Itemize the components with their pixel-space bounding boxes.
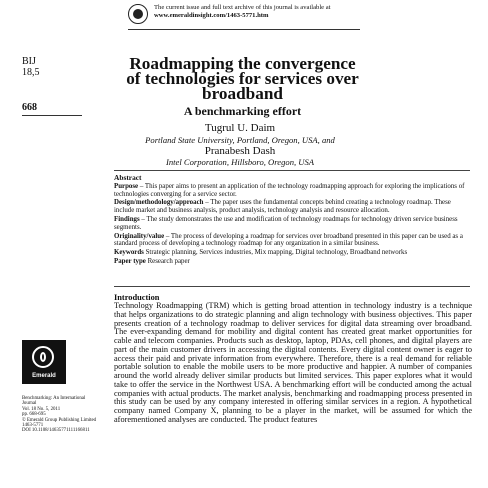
- title-line: Roadmapping the convergence: [129, 54, 356, 73]
- abstract-label: Purpose: [114, 182, 139, 190]
- abstract-keywords: [114, 249, 470, 257]
- citation-line: Benchmarking: An International: [22, 396, 86, 401]
- emerald-logo-icon: [32, 346, 54, 368]
- author-name: Pranabesh Dash: [204, 145, 276, 157]
- abstract-originality: [114, 233, 470, 249]
- abstract-text: – This paper aims to present an application of the technology roadmapping approach for exploring the implications of technologies converging for a service sector.: [114, 182, 465, 198]
- abstract-bottom-divider: [114, 286, 470, 287]
- abstract-findings: [114, 216, 470, 232]
- abstract-text: Strategic planning, Services industries, Mix mapping, Digital technology, Broadband networks: [143, 249, 408, 257]
- author-affiliation: Portland State University, Portland, Oregon, USA, and: [145, 135, 335, 145]
- introduction-body: Technology Roadmapping (TRM) which is getting broad attention in technology industry is a technique that helps organizations to do strategic planning and align technology with business objectives. This paper presents creation of a technology roadmap to deliver services for digital data streaming over broadband. The ever-expanding demand for mobility and digital content has created great market opportunities for cable and telecom companies. Products such as desktop, laptop, PDAs, cell phones, and digital players are part of the main customer drivers in accessing the digital contents. Every digital content owner is eager to access their paid and private information from everywhere. Therefore, there is a real demand for reliable portable solution to enable the mobile users to be more productive and happier. A number of companies around the world already deliver similar products but limited services. This paper explores what it would take to offer the service in the Northwest USA. A benchmarking effort will be conducted among the actual companies with actual products. The market analysis, benchmarking and roadmapping process presented in this study can be used by any company interested in offering similar services in a region. A hypothetical company named Company X, planning to be a player in the market, will be assumed for which the aforementioned analyses are conducted. The product features: [114, 301, 472, 424]
- citation-line: Vol. 18 No. 5, 2011: [22, 406, 61, 412]
- abstract-design: [114, 199, 470, 215]
- journal-volume: 18,5: [22, 67, 40, 78]
- journal-abbrev: BIJ: [22, 56, 36, 67]
- abstract-label: Originality/value: [114, 232, 165, 240]
- author-name: Tugrul U. Daim: [204, 122, 276, 134]
- author-affiliation: Intel Corporation, Hillsboro, Oregon, USA: [165, 157, 315, 167]
- abstract-paper-type: [114, 258, 470, 266]
- title-line: broadband: [202, 84, 283, 103]
- page-number: 668: [22, 102, 37, 113]
- journal-url-link[interactable]: www.emeraldinsight.com/1463-5771.htm: [154, 12, 269, 19]
- abstract-label: Findings: [114, 215, 140, 223]
- introduction-heading: Introduction: [114, 293, 160, 302]
- abstract-text: – The study demonstrates the use and modification of technology roadmaps for technology driven service business segments.: [114, 215, 458, 231]
- abstract-purpose: [114, 183, 470, 199]
- emerald-logo: [22, 340, 66, 384]
- citation-line: 1463-5771: [22, 423, 44, 429]
- abstract-text: – The paper uses the fundamental concepts behind creating a technology roadmap. These include market and business analysis, product analysis, technology analysis and resource allocation.: [114, 199, 451, 215]
- citation-line: Journal: [22, 401, 37, 407]
- header-divider: [128, 29, 360, 30]
- article-subtitle: A benchmarking effort: [183, 104, 302, 118]
- emerald-logo-text: Emerald: [32, 373, 56, 379]
- abstract-text: Research paper: [145, 257, 190, 265]
- emerald-insight-logo-icon: [128, 4, 148, 24]
- article-title: [110, 56, 375, 101]
- journal-volume-block: [22, 56, 40, 78]
- journal-notice-header: [128, 2, 360, 38]
- abstract-heading: Abstract: [114, 173, 142, 182]
- archive-notice-text: The current issue and full text archive of this journal is available at: [154, 4, 331, 11]
- page-number-divider: [22, 115, 82, 116]
- abstract-label: Paper type: [114, 257, 146, 265]
- citation-line: pp. 668-695: [22, 412, 46, 418]
- abstract-label: Design/methodology/approach: [114, 199, 204, 207]
- citation-line: DOI 10.1108/14635771111166811: [22, 428, 90, 434]
- abstract-text: – The process of developing a roadmap for services over broadband presented in this paper can be used as a standard process of developing a technology roadmap for any organization in a similar business.: [114, 232, 463, 248]
- journal-citation-info: [22, 396, 107, 434]
- abstract-label: Keywords: [114, 249, 144, 257]
- title-line: of technologies for services over: [126, 69, 359, 88]
- abstract-top-divider: [114, 170, 470, 171]
- abstract-section: [114, 174, 470, 267]
- citation-line: © Emerald Group Publishing Limited: [22, 417, 97, 423]
